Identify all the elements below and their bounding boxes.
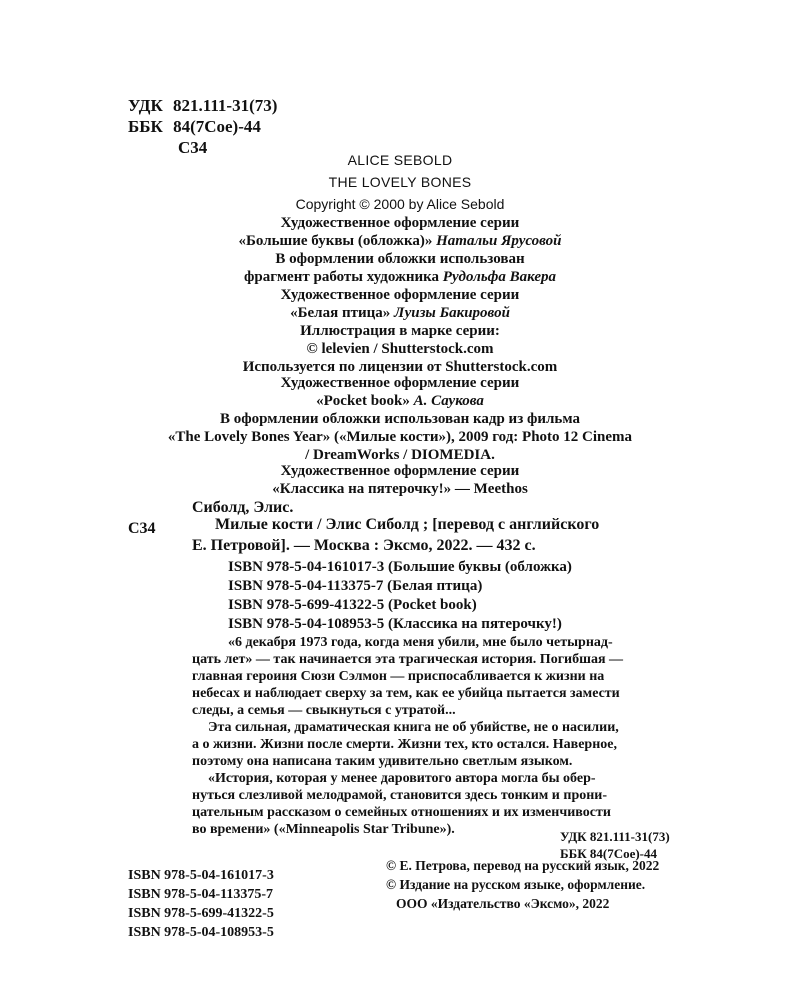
credit-line: / DreamWorks / DIOMEDIA. — [305, 447, 495, 463]
rights-line: © Издание на русском языке, оформление. — [386, 877, 646, 892]
credit-line: Художественное оформление серии — [280, 287, 520, 303]
footer-isbn: ISBN 978-5-04-108953-5 — [128, 925, 274, 940]
credit-line: «Классика на пятерочку!» — Meethos — [272, 481, 528, 497]
footer-rights — [386, 856, 659, 913]
footer-isbn: ISBN 978-5-04-113375-7 — [128, 887, 274, 902]
annotation-line: нуться слезливой мелодрамой, становится здесь тонким и прони- — [192, 788, 608, 803]
credit-line: © lelevien / Shutterstock.com — [306, 341, 494, 357]
catalog-title-line: Е. Петровой]. — Москва : Эксмо, 2022. — 432 с. — [192, 537, 536, 554]
credit-line: фрагмент работы художника Рудольфа Вакера — [244, 269, 556, 285]
catalog-isbn: ISBN 978-5-04-113375-7 (Белая птица) — [228, 578, 483, 594]
credit-block-5 — [0, 374, 800, 410]
rights-line: © Е. Петрова, перевод на русский язык, 2022 — [386, 858, 660, 873]
credit-block-1 — [0, 214, 800, 250]
credit-person: Натальи Ярусовой — [436, 233, 562, 249]
annotation-line: поэтому она написана таким удивительно светлым языком. — [192, 754, 573, 769]
author-sign: С34 — [178, 138, 208, 157]
credit-block-7 — [0, 462, 800, 498]
footer-isbn: ISBN 978-5-699-41322-5 — [128, 906, 274, 921]
annotation-line: цательным рассказом о семейных отношениях и их изменчивости — [192, 805, 611, 820]
annotation-line: небесах и наблюдает сверху за тем, как ее убийца пытается замести — [192, 686, 620, 701]
credit-line: Художественное оформление серии — [280, 375, 520, 391]
udk-bottom: УДК 821.111-31(73) — [560, 829, 670, 844]
annotation-line: Эта сильная, драматическая книга не об убийстве, не о насилии, — [208, 720, 619, 735]
udk-value: 821.111-31(73) — [173, 96, 278, 115]
annotation-line: «История, которая у менее даровитого автора могла бы обер- — [208, 771, 596, 786]
credit-line: «Большие буквы (обложка)» Натальи Ярусовой — [238, 233, 562, 249]
copyright-notice: Copyright © 2000 by Alice Sebold — [295, 196, 505, 212]
rights-line: ООО «Издательство «Эксмо», 2022 — [396, 896, 610, 911]
bbk-line — [128, 117, 261, 137]
credit-line: В оформлении обложки использован — [275, 251, 525, 267]
annotation-line: цать лет» — так начинается эта трагическая история. Погибшая — — [192, 652, 624, 667]
credit-line: Иллюстрация в марке серии: — [300, 323, 500, 339]
credit-line: «Белая птица» Луизы Бакировой — [290, 305, 510, 321]
catalog-isbn-list — [228, 558, 572, 634]
footer-isbn: ISBN 978-5-04-161017-3 — [128, 868, 274, 883]
catalog-isbn: ISBN 978-5-04-108953-5 (Классика на пятерочку!) — [228, 616, 562, 632]
credit-block-3 — [0, 286, 800, 322]
bbk-label: ББК — [128, 117, 163, 136]
catalog-isbn: ISBN 978-5-699-41322-5 (Pocket book) — [228, 597, 477, 613]
credit-person: Луизы Бакировой — [394, 305, 510, 321]
footer-isbn-list — [128, 866, 274, 942]
credit-line: Художественное оформление серии — [280, 463, 520, 479]
credit-line: «The Lovely Bones Year» («Милые кости»), 2009 год: Photo 12 Cinema — [167, 429, 633, 445]
catalog-isbn: ISBN 978-5-04-161017-3 (Большие буквы (обложка) — [228, 559, 572, 575]
credit-block-6 — [0, 410, 800, 464]
catalog-sign: С34 — [128, 520, 156, 537]
bbk-bottom: ББК 84(7Сое)-44 — [560, 846, 658, 861]
credit-person: Рудольфа Вакера — [442, 269, 556, 285]
udk-label: УДК — [128, 96, 163, 115]
udk-line — [128, 96, 277, 116]
bbk-value: 84(7Сое)-44 — [173, 117, 261, 136]
credit-line: В оформлении обложки использован кадр из фильма — [220, 411, 580, 427]
original-author: ALICE SEBOLD — [347, 152, 453, 168]
catalog-title-line: Милые кости / Элис Сиболд ; [перевод с английского — [215, 516, 600, 533]
annotation-line: во времени» («Minneapolis Star Tribune»). — [192, 822, 455, 837]
credit-person: А. Саукова — [413, 393, 484, 409]
original-title: THE LOVELY BONES — [328, 174, 472, 190]
credit-block-4 — [0, 322, 800, 376]
annotation-line: «6 декабря 1973 года, когда меня убили, мне было четырнад- — [228, 635, 613, 650]
credit-line: Художественное оформление серии — [280, 215, 520, 231]
catalog-author-heading: Сиболд, Элис. — [192, 499, 294, 516]
annotation-line: а о жизни. Жизни после смерти. Жизни тех, кто остался. Наверное, — [192, 737, 617, 752]
credit-line: Используется по лицензии от Shutterstock.com — [242, 359, 558, 375]
credit-line: «Pocket book» А. Саукова — [316, 393, 484, 409]
annotation-line: главная героиня Сюзи Сэлмон — приспосабливается к жизни на — [192, 669, 605, 684]
credit-block-2 — [0, 250, 800, 286]
annotation-line: следы, а семья — свыкнуться с утратой... — [192, 703, 456, 718]
